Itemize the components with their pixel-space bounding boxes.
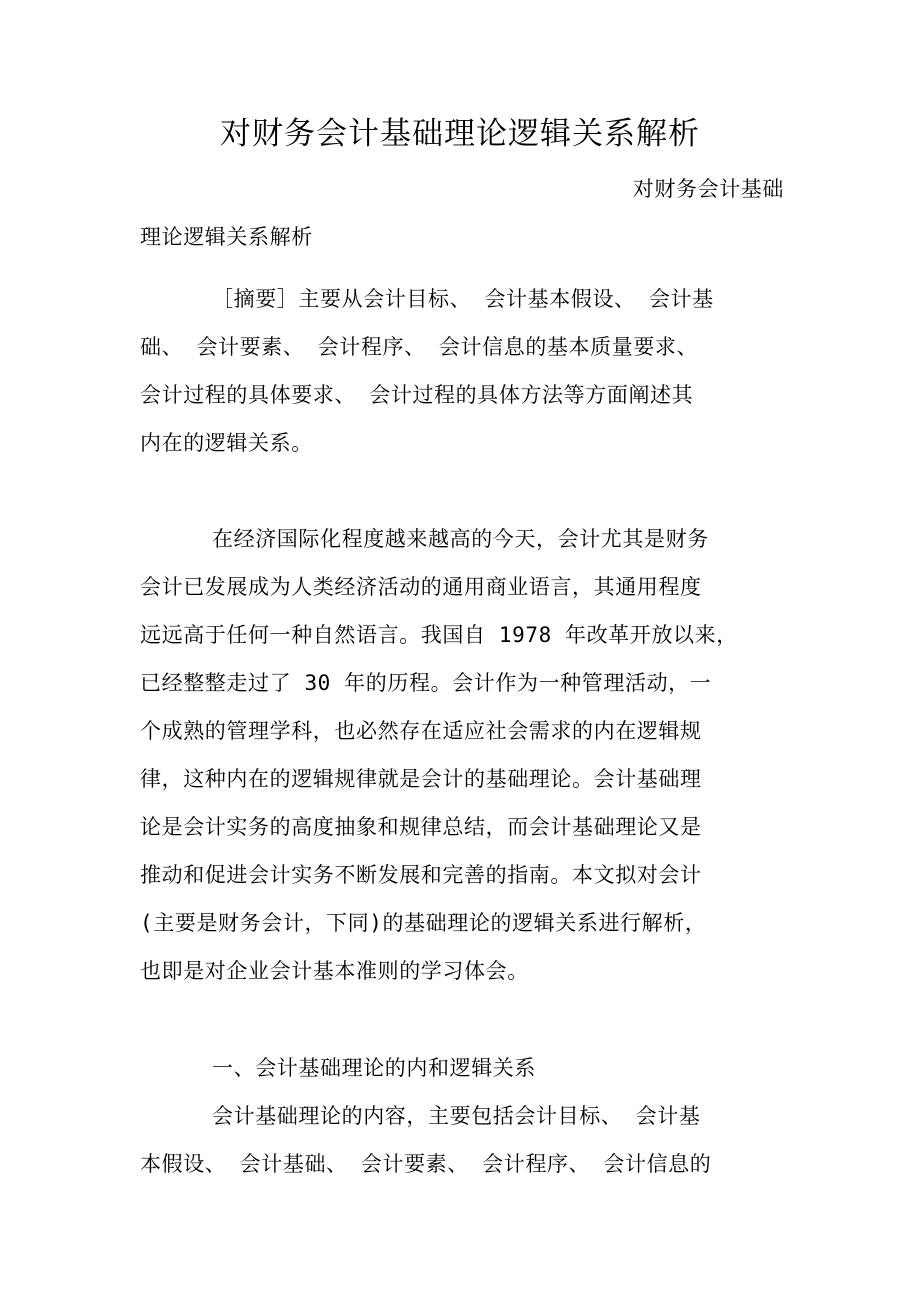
paragraph-line: (主要是财务会计，下同)的基础理论的逻辑关系进行解析， — [140, 911, 707, 935]
section-1 — [140, 1044, 784, 1188]
document-subtitle — [140, 165, 784, 261]
abstract-paragraph — [140, 275, 784, 467]
paragraph-line: 已经整整走过了 30 年的历程。会计作为一种管理活动，一 — [140, 671, 712, 695]
paragraph-line: 会计基础理论的内容，主要包括会计目标、 会计基 — [212, 1104, 701, 1128]
paragraph-line: 础、 会计要素、 会计程序、 会计信息的基本质量要求、 — [140, 335, 699, 359]
paragraph-line: 本假设、 会计基础、 会计要素、 会计程序、 会计信息的 — [140, 1152, 712, 1176]
subtitle-line: 理论逻辑关系解析 — [140, 225, 313, 249]
paragraph-line: 推动和促进会计实务不断发展和完善的指南。本文拟对会计 — [140, 863, 702, 887]
paragraph-line: 会计过程的具体要求、 会计过程的具体方法等方面阐述其 — [140, 383, 694, 407]
paragraph-line: 个成熟的管理学科，也必然存在适应社会需求的内在逻辑规 — [140, 719, 702, 743]
paragraph-line: ［摘要］主要从会计目标、 会计基本假设、 会计基 — [212, 287, 714, 311]
paragraph-line: 律，这种内在的逻辑规律就是会计的基础理论。会计基础理 — [140, 767, 702, 791]
section-heading: 一、会计基础理论的内和逻辑关系 — [212, 1056, 536, 1080]
paragraph-line: 也即是对企业会计基本准则的学习体会。 — [140, 959, 529, 983]
subtitle-line: 对财务会计基础 — [632, 177, 784, 201]
document-title: 对财务会计基础理论逻辑关系解析 — [220, 116, 700, 152]
paragraph-line: 远远高于任何一种自然语言。我国自 1978 年改革开放以来， — [140, 623, 738, 647]
paragraph-line: 论是会计实务的高度抽象和规律总结，而会计基础理论又是 — [140, 815, 702, 839]
paragraph-line: 在经济国际化程度越来越高的今天，会计尤其是财务 — [212, 527, 709, 551]
paragraph-line: 会计已发展成为人类经济活动的通用商业语言，其通用程度 — [140, 575, 702, 599]
intro-paragraph — [140, 515, 784, 995]
paragraph-line: 内在的逻辑关系。 — [140, 431, 313, 455]
